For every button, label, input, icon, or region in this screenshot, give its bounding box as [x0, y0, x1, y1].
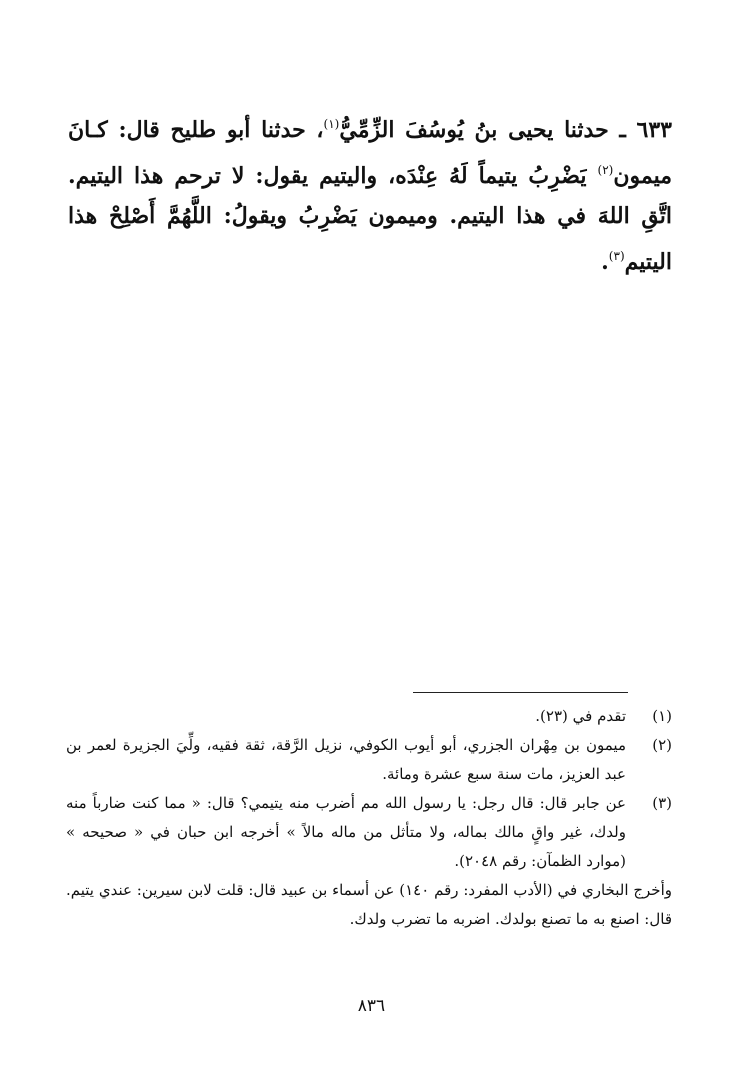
footnote-number: (٢)	[652, 736, 672, 754]
footnote-2	[66, 731, 672, 789]
page-number: ٨٣٦	[357, 996, 386, 1016]
footnote-text: ميمون بن مِهْران الجزري، أبو أيوب الكوفي، نزيل الرَّقة، ثقة فقيه، ولِّيَ الجزيرة لعمر بن عبد العزيز، مات سنة سبع عشرة ومائة.	[66, 736, 626, 783]
footnote-number: (١)	[652, 707, 672, 725]
hadith-paragraph: ٦٣٣ ـ حدثنا يحيى بنُ يُوسُفَ الزِّمِّيُّ$^{(١)}$، حدثنا أبو طليح قال: كـانَ ميمون$^{(٢)}$ يَضْرِبُ يتيماً لَهُ عِنْدَه، واليتيم يقول: لا ترحم هذا اليتيم. اتَّقِ اللهَ في هذا اليتيم. وميمون يَضْرِبُ ويقولُ: اللَّهُمَّ أَصْلِحْ هذا اليتيم$^{(٣)}$.	[68, 117, 672, 275]
footnotes	[66, 702, 672, 934]
hadith-text-part-3: يَضْرِبُ يتيماً لَهُ عِنْدَه، واليتيم يقول: لا ترحم هذا اليتيم. اتَّقِ اللهَ في هذا اليتيم. وميمون يَضْرِبُ ويقولُ: اللَّهُمَّ أَصْلِحْ هذا اليتيم	[68, 163, 672, 275]
footnote-marker-1: (١)	[323, 117, 340, 131]
hadith-text-part-2: ، حدثنا أبو طليح قال: كـانَ ميمون	[68, 117, 672, 189]
footnote-number: (٣)	[652, 794, 672, 812]
footnote-continuation: وأخرج البخاري في (الأدب المفرد: رقم ١٤٠) عن أسماء بن عبيد قال: قلت لابن سيرين: عندي يتيم. قال: اصنع به ما تصنع بولدك. اضربه ما تضرب ولدك.	[66, 881, 672, 928]
footnote-1	[66, 702, 672, 731]
footnote-3	[66, 789, 672, 876]
footnote-marker-3: (٣)	[608, 249, 625, 263]
footnote-text: عن جابر قال: قال رجل: يا رسول الله مم أضرب منه يتيمي؟ قال: « مما كنت ضارباً منه ولدك، غير واقٍ مالك بماله، ولا متأثل من ماله مالاً » أخرجه ابن حبان في « صحيحه » (موارد الظمآن: رقم ٢٠٤٨).	[66, 794, 626, 870]
hadith-text-part-1: حدثنا يحيى بنُ يُوسُفَ الزِّمِّيُّ	[339, 117, 609, 143]
hadith-number: ٦٣٣	[636, 117, 672, 143]
footnote-text: تقدم في (٢٣).	[535, 707, 626, 725]
hadith-text	[68, 104, 672, 282]
hadith-text-end: .	[601, 249, 609, 275]
footnote-marker-2: (٢)	[597, 163, 614, 177]
footnote-separator	[413, 692, 628, 693]
